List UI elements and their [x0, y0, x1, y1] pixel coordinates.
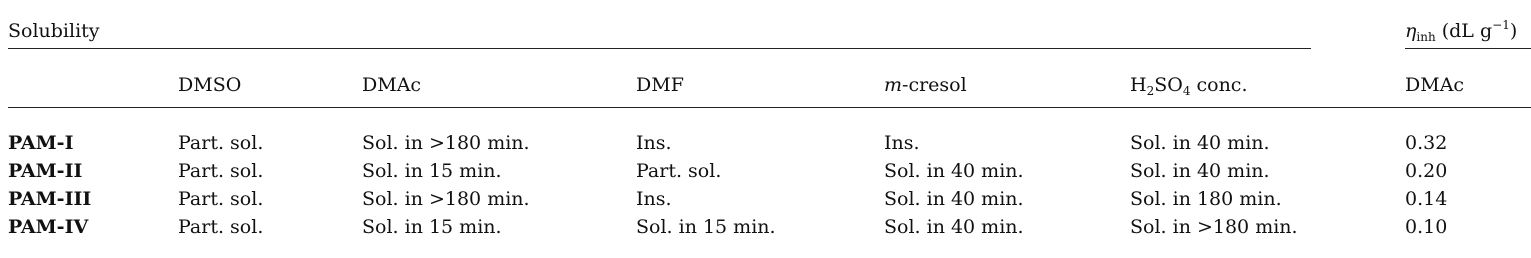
- cell-dmac: Sol. in >180 min.: [362, 132, 530, 154]
- viscosity-header: [1405, 20, 1517, 48]
- cell-h2so4: Sol. in >180 min.: [1130, 216, 1298, 238]
- cell-dmf: Sol. in 15 min.: [636, 216, 776, 238]
- header-bottom-rule: [8, 107, 1531, 108]
- row-polymer-name: PAM-II: [8, 160, 83, 182]
- cell-h2so4: Sol. in 40 min.: [1130, 132, 1270, 154]
- cell-mcresol: Ins.: [884, 132, 920, 154]
- eta-subscript: inh: [1416, 30, 1436, 44]
- viscosity-unit-exponent: −1: [1492, 18, 1510, 32]
- cell-dmac: Sol. in 15 min.: [362, 160, 502, 182]
- h2so4-sub-2: 2: [1146, 84, 1155, 98]
- cell-dmac: Sol. in 15 min.: [362, 216, 502, 238]
- viscosity-span-rule: [1405, 48, 1531, 49]
- cell-eta: 0.14: [1405, 188, 1448, 210]
- cell-h2so4: Sol. in 40 min.: [1130, 160, 1270, 182]
- cell-dmso: Part. sol.: [178, 188, 264, 210]
- h2so4-suffix: conc.: [1190, 74, 1248, 96]
- cell-mcresol: Sol. in 40 min.: [884, 188, 1024, 210]
- cell-dmso: Part. sol.: [178, 216, 264, 238]
- col-header-mcresol: [884, 74, 967, 96]
- h2so4-so: SO: [1154, 74, 1183, 96]
- col-header-viscosity-dmac: DMAc: [1405, 74, 1465, 96]
- cell-dmf: Ins.: [636, 132, 672, 154]
- eta-symbol: η: [1405, 20, 1417, 42]
- h2so4-h: H: [1130, 74, 1147, 96]
- col-header-dmso: DMSO: [178, 74, 242, 96]
- solubility-span-rule: [8, 48, 1311, 49]
- h2so4-sub-4: 4: [1182, 84, 1191, 98]
- row-polymer-name: PAM-III: [8, 188, 92, 210]
- mcresol-suffix: -cresol: [902, 74, 967, 96]
- row-polymer-name: PAM-I: [8, 132, 74, 154]
- col-header-dmac: DMAc: [362, 74, 422, 96]
- cell-eta: 0.10: [1405, 216, 1448, 238]
- viscosity-unit-prefix: (dL g: [1441, 20, 1493, 42]
- cell-dmso: Part. sol.: [178, 160, 264, 182]
- row-polymer-name: PAM-IV: [8, 216, 89, 238]
- cell-eta: 0.32: [1405, 132, 1448, 154]
- cell-dmf: Ins.: [636, 188, 672, 210]
- cell-dmf: Part. sol.: [636, 160, 722, 182]
- mcresol-italic-prefix: m: [884, 74, 903, 96]
- cell-h2so4: Sol. in 180 min.: [1130, 188, 1282, 210]
- col-header-h2so4: [1130, 74, 1248, 96]
- solubility-group-header: Solubility: [8, 20, 100, 42]
- cell-mcresol: Sol. in 40 min.: [884, 216, 1024, 238]
- cell-eta: 0.20: [1405, 160, 1448, 182]
- col-header-dmf: DMF: [636, 74, 684, 96]
- cell-mcresol: Sol. in 40 min.: [884, 160, 1024, 182]
- cell-dmac: Sol. in >180 min.: [362, 188, 530, 210]
- cell-dmso: Part. sol.: [178, 132, 264, 154]
- viscosity-unit-suffix: ): [1509, 20, 1518, 42]
